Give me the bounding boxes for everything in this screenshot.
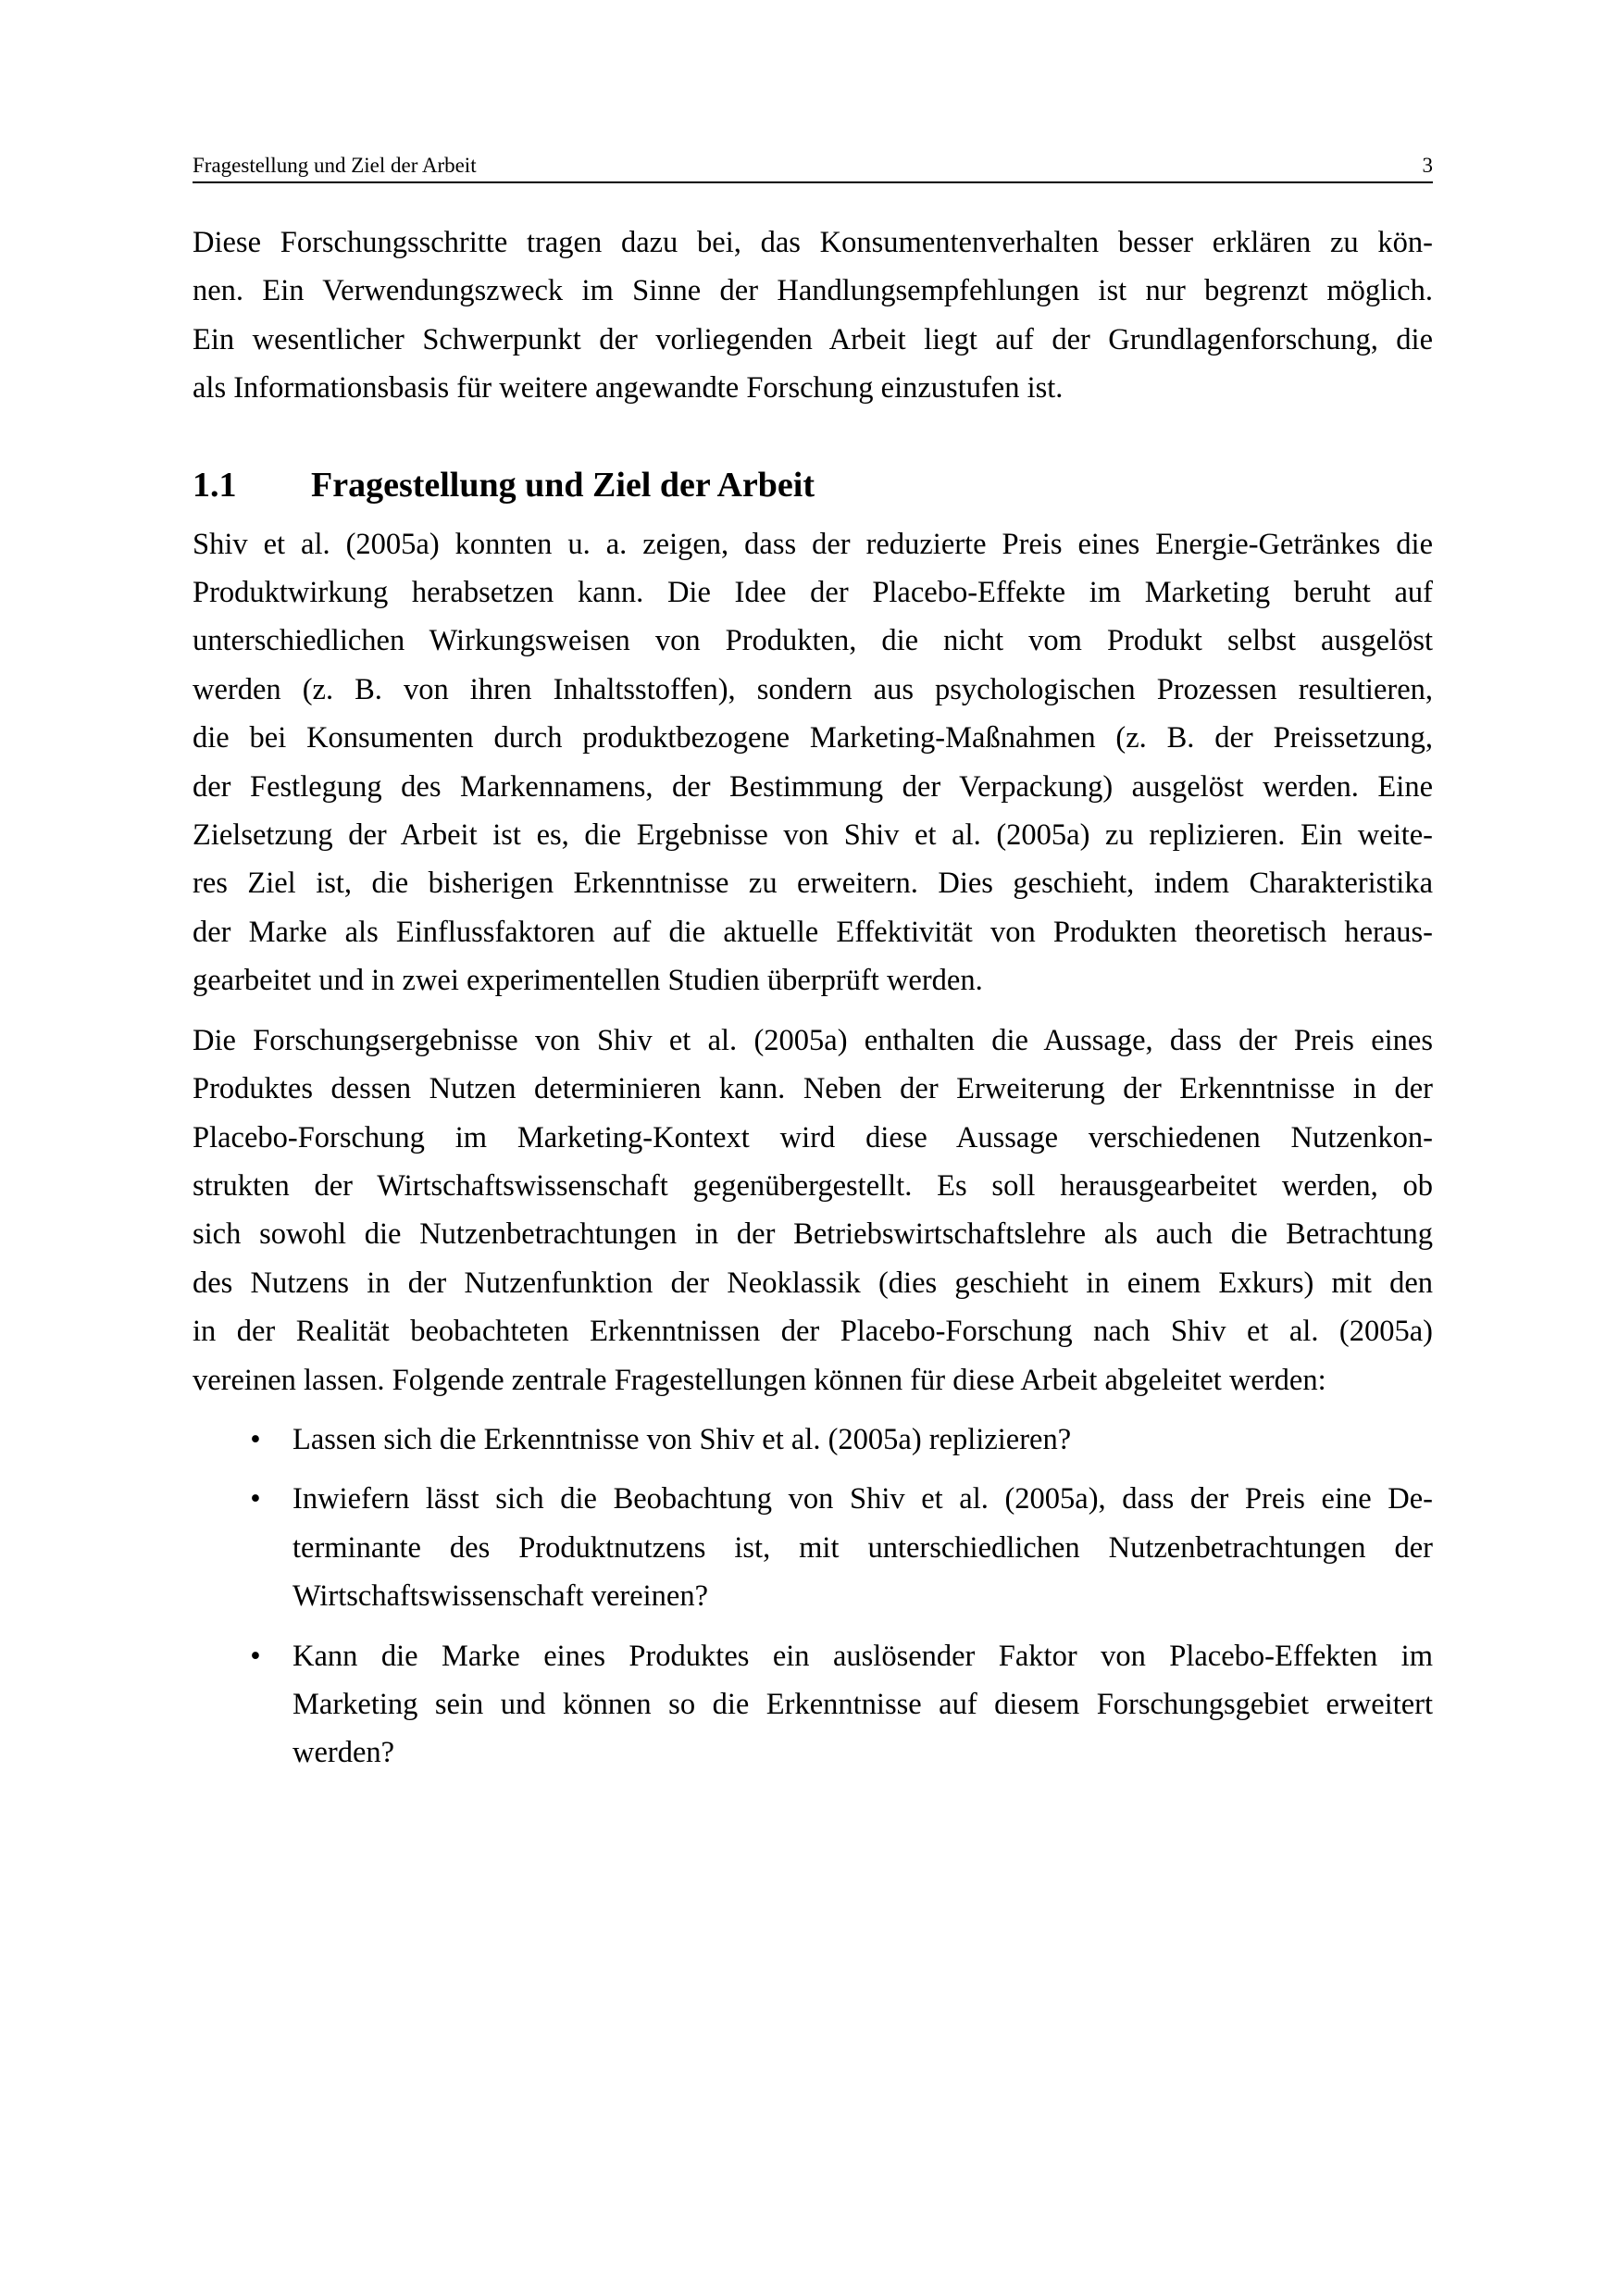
text-line: gearbeitet und in zwei experimentellen Studien überprüft werden. [193, 964, 983, 998]
text-line: Shiv et al. (2005a) konnten u. a. zeigen, dass der reduzierte Preis eines Energie-Getränkes die [193, 527, 1433, 561]
page-body [193, 218, 1433, 1789]
text-line: Inwiefern lässt sich die Beobachtung von Shiv et al. (2005a), dass der Preis eine De- [292, 1482, 1433, 1516]
section-heading [193, 461, 1433, 509]
page-number: 3 [1422, 154, 1433, 177]
text-line: vereinen lassen. Folgende zentrale Fragestellungen können für diese Arbeit abgeleitet werden: [193, 1363, 1326, 1397]
text-line: sich sowohl die Nutzenbetrachtungen in der Betriebswirtschaftslehre als auch die Betrachtung [193, 1217, 1433, 1252]
text-line: Zielsetzung der Arbeit ist es, die Ergebnisse von Shiv et al. (2005a) zu replizieren. Ein weite- [193, 818, 1433, 853]
text-line: Kann die Marke eines Produktes ein auslösender Faktor von Placebo-Effekten im [292, 1639, 1433, 1673]
paragraph-goals [193, 520, 1433, 1005]
text-line: terminante des Produktnutzens ist, mit unterschiedlichen Nutzenbetrachtungen der [292, 1530, 1433, 1565]
paragraph-intro [193, 218, 1433, 413]
section-title: Fragestellung und Ziel der Arbeit [311, 465, 815, 505]
list-item [193, 1475, 1433, 1620]
question-list [193, 1416, 1433, 1778]
text-line: unterschiedlichen Wirkungsweisen von Produkten, die nicht vom Produkt selbst ausgelöst [193, 624, 1433, 658]
text-line: werden? [292, 1736, 395, 1770]
header-title: Fragestellung und Ziel der Arbeit [193, 154, 477, 177]
text-line: Produktwirkung herabsetzen kann. Die Idee der Placebo-Effekte im Marketing beruht auf [193, 576, 1433, 610]
text-line: des Nutzens in der Nutzenfunktion der Neoklassik (dies geschieht in einem Exkurs) mit den [193, 1266, 1433, 1300]
text-line: nen. Ein Verwendungszweck im Sinne der Handlungsempfehlungen ist nur begrenzt möglich. [193, 274, 1433, 308]
bullet-icon: • [250, 1639, 261, 1673]
list-item [193, 1632, 1433, 1778]
list-item [193, 1416, 1433, 1464]
running-header [193, 148, 1433, 183]
text-line: als Informationsbasis für weitere angewandte Forschung einzustufen ist. [193, 371, 1064, 406]
text-line: Wirtschaftswissenschaft vereinen? [292, 1579, 709, 1614]
text-line: Diese Forschungsschritte tragen dazu bei, das Konsumentenverhalten besser erklären zu kön- [193, 226, 1433, 259]
text-line: Marketing sein und können so die Erkenntnisse auf diesem Forschungsgebiet erweitert [292, 1687, 1433, 1721]
text-line: Die Forschungsergebnisse von Shiv et al. (2005a) enthalten die Aussage, dass der Preis eines [193, 1023, 1433, 1057]
text-line: Placebo-Forschung im Marketing-Kontext wird diese Aussage verschiedenen Nutzenkon- [193, 1120, 1433, 1154]
text-line: der Marke als Einflussfaktoren auf die aktuelle Effektivität von Produkten theoretisch heraus- [193, 915, 1433, 949]
section-number: 1.1 [193, 465, 237, 505]
text-line: Produktes dessen Nutzen determinieren kann. Neben der Erweiterung der Erkenntnisse in der [193, 1072, 1433, 1106]
text-line: res Ziel ist, die bisherigen Erkenntnisse zu erweitern. Dies geschieht, indem Charakteristika [193, 867, 1433, 901]
text-line: Lassen sich die Erkenntnisse von Shiv et al. (2005a) replizieren? [292, 1422, 1072, 1456]
text-line: der Festlegung des Markennamens, der Bestimmung der Verpackung) ausgelöst werden. Eine [193, 769, 1433, 804]
text-line: in der Realität beobachteten Erkenntnissen der Placebo-Forschung nach Shiv et al. (2005a) [193, 1315, 1433, 1349]
text-line: werden (z. B. von ihren Inhaltsstoffen), sondern aus psychologischen Prozessen resultieren, [193, 672, 1433, 706]
text-line: Ein wesentlicher Schwerpunkt der vorliegenden Arbeit liegt auf der Grundlagenforschung, die [193, 322, 1433, 356]
bullet-icon: • [250, 1482, 261, 1516]
text-line: strukten der Wirtschaftswissenschaft gegenübergestellt. Es soll herausgearbeitet werden, ob [193, 1168, 1433, 1203]
bullet-icon: • [250, 1422, 261, 1456]
paragraph-research-questions [193, 1017, 1433, 1404]
text-line: die bei Konsumenten durch produktbezogene Marketing-Maßnahmen (z. B. der Preissetzung, [193, 721, 1433, 755]
